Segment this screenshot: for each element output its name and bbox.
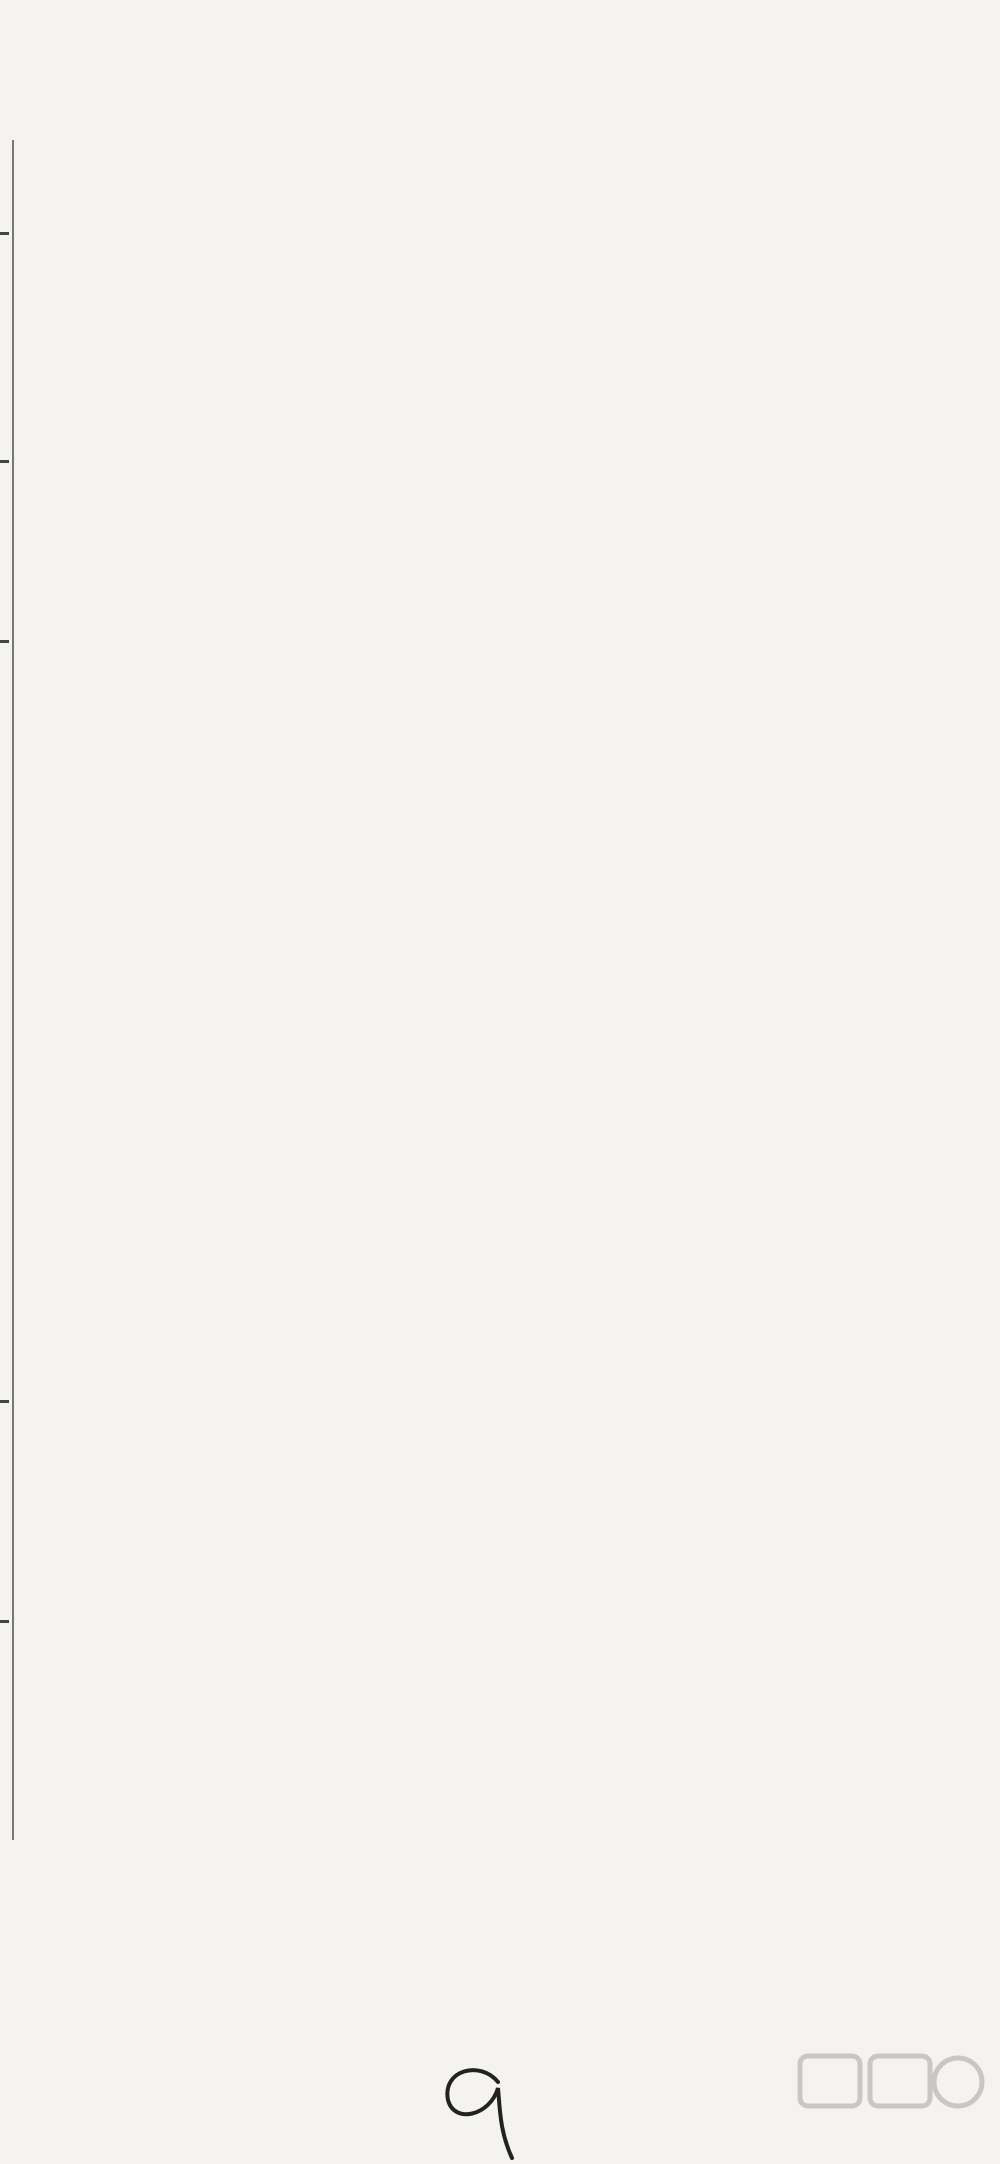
period-heading — [0, 722, 1000, 762]
watermark-logo — [780, 2048, 990, 2158]
margin-tick — [0, 232, 9, 235]
margin-tick — [0, 460, 9, 463]
lesson-heading — [0, 680, 1000, 720]
binding-margin-line — [12, 140, 14, 1840]
unit-heading — [0, 628, 1000, 678]
handwritten-page-number — [420, 2040, 540, 2160]
margin-tick — [0, 1620, 9, 1623]
margin-tick — [0, 1400, 9, 1403]
